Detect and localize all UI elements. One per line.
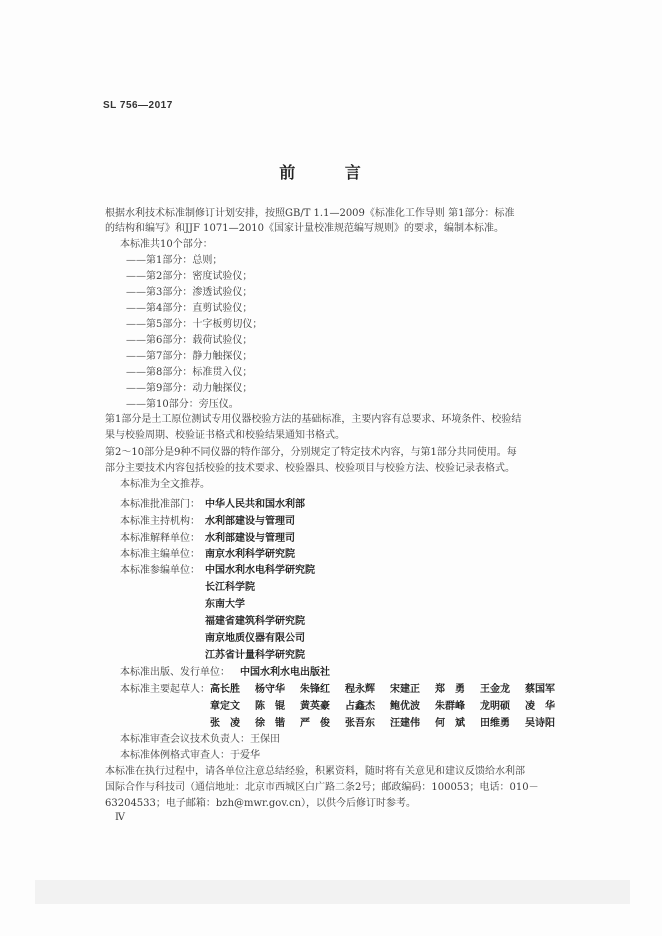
drafter-name: 朱锋红: [300, 684, 330, 695]
list-item: ——第4部分：直剪试验仪；: [126, 303, 253, 314]
drafter-name: 朱群峰: [435, 701, 465, 712]
org-label: 本标准批准部门：: [120, 499, 200, 510]
drafter-name: 章定文: [210, 701, 240, 712]
participant-org: 南京地质仪器有限公司: [205, 633, 305, 644]
body-paragraph-1b: 果与校验周期、校验证书格式和校验结果通知书格式。: [105, 430, 345, 441]
drafter-name: 何: [435, 718, 445, 729]
list-item: ——第2部分：密度试验仪；: [126, 271, 253, 282]
publisher-label: 本标准出版、发行单位：: [120, 667, 230, 678]
drafter-name: 程永辉: [345, 684, 375, 695]
body-paragraph-1a: 第1部分是土工原位测试专用仪器校验方法的基础标准，主要内容有总要求、环境条件、校验结: [105, 414, 522, 425]
drafters-row-1: [210, 681, 570, 699]
body-paragraph-3: 本标准为全文推荐。: [120, 479, 210, 490]
drafter-name: 蔡国军: [525, 684, 555, 695]
publisher-value: 中国水利水电出版社: [240, 667, 330, 678]
drafter-name: 鲍优波: [390, 701, 420, 712]
page-number: Ⅳ: [115, 812, 125, 823]
drafter-name: 杨守华: [255, 684, 285, 695]
org-label: 本标准解释单位：: [120, 533, 200, 544]
list-item: ——第9部分：动力触探仪；: [126, 383, 253, 394]
drafters-row-2: [210, 698, 565, 716]
org-label: 本标准参编单位：: [120, 565, 200, 576]
drafter-name: 郑: [435, 684, 445, 695]
participant-org: 东南大学: [205, 599, 245, 610]
list-item: ——第3部分：渗透试验仪；: [126, 287, 253, 298]
drafters-label: 本标准主要起草人：: [120, 684, 210, 695]
body-paragraph-2b: 部分主要技术内容包括校验的技术要求、校验器具、校验项目与校验方法、校验记录表格式。: [105, 463, 515, 474]
org-label: 本标准主编单位：: [120, 549, 200, 560]
drafter-name: 张吾东: [345, 718, 375, 729]
tech-reviewer-line: 本标准审查会议技术负责人：王保田: [120, 734, 280, 745]
drafter-name: 黄英豪: [300, 701, 330, 712]
drafter-name: 俊: [320, 718, 330, 729]
org-label: 本标准主持机构：: [120, 516, 200, 527]
drafters-row-3: [210, 715, 570, 733]
intro-line-3: 本标准共10个部分：: [120, 239, 213, 250]
format-reviewer-line: 本标准体例格式审查人：于爱华: [120, 750, 260, 761]
standard-code: SL 756—2017: [103, 100, 173, 111]
drafter-name: 锟: [275, 701, 285, 712]
intro-line-1: 根据水利技术标准制修订计划安排，按照GB/T 1.1—2009《标准化工作导则 第1部分：标准: [105, 208, 515, 219]
drafter-name: 高长胜: [210, 684, 240, 695]
list-item: ——第5部分：十字板剪切仪；: [126, 319, 263, 330]
participant-org: 江苏省计量科学研究院: [205, 650, 305, 661]
closing-line-2: 国际合作与科技司（通信地址：北京市西城区白广路二条2号；邮政编码：100053；电话：010－: [105, 782, 539, 793]
drafter-name: 凌: [230, 718, 240, 729]
org-value: 中华人民共和国水利部: [205, 499, 305, 510]
drafter-name: 严: [300, 718, 310, 729]
drafter-name: 陈: [255, 701, 265, 712]
drafter-name: 田维勇: [480, 718, 510, 729]
participant-org: 福建省建筑科学研究院: [205, 616, 305, 627]
drafter-name: 徐: [255, 718, 265, 729]
drafter-name: 占鑫杰: [345, 701, 375, 712]
list-item: ——第8部分：标准贯入仪；: [126, 367, 253, 378]
drafter-name: 勇: [455, 684, 465, 695]
drafter-name: 张: [210, 718, 220, 729]
drafter-name: 汪建伟: [390, 718, 420, 729]
list-item: ——第1部分：总则；: [126, 255, 223, 266]
parts-list: [120, 253, 262, 413]
body-paragraph-2a: 第2～10部分是9种不同仪器的特作部分，分别规定了特定技术内容，与第1部分共同使用。每: [105, 447, 517, 458]
drafter-name: 凌: [525, 701, 535, 712]
drafter-name: 王金龙: [480, 684, 510, 695]
list-item: ——第6部分：载荷试验仪；: [126, 335, 253, 346]
drafter-name: 吴诗阳: [525, 718, 555, 729]
drafter-name: 斌: [455, 718, 465, 729]
drafter-name: 华: [545, 701, 555, 712]
closing-line-1: 本标准在执行过程中，请各单位注意总结经验，积累资料，随时将有关意见和建议反馈给水利部: [105, 766, 525, 777]
intro-line-2: 的结构和编写》和JJF 1071—2010《国家计量校准规范编写规则》的要求，编制本标准。: [105, 223, 505, 234]
org-value: 南京水利科学研究院: [205, 549, 295, 560]
participant-org: 长江科学院: [205, 582, 255, 593]
list-item: ——第10部分：旁压仪。: [126, 399, 239, 410]
page-title: 前 言: [279, 163, 383, 182]
list-item: ——第7部分：静力触探仪；: [126, 351, 253, 362]
drafter-name: 宋建正: [390, 684, 420, 695]
page-bottom-shadow: [35, 880, 630, 904]
org-value: 中国水利水电科学研究院: [205, 565, 315, 576]
closing-line-3: 63204533；电子邮箱：bzh@mwr.gov.cn），以供今后修订时参考。: [105, 798, 417, 809]
org-value: 水利部建设与管理司: [205, 516, 295, 527]
drafter-name: 龙明硕: [480, 701, 510, 712]
org-value: 水利部建设与管理司: [205, 533, 295, 544]
drafter-name: 锴: [275, 718, 285, 729]
